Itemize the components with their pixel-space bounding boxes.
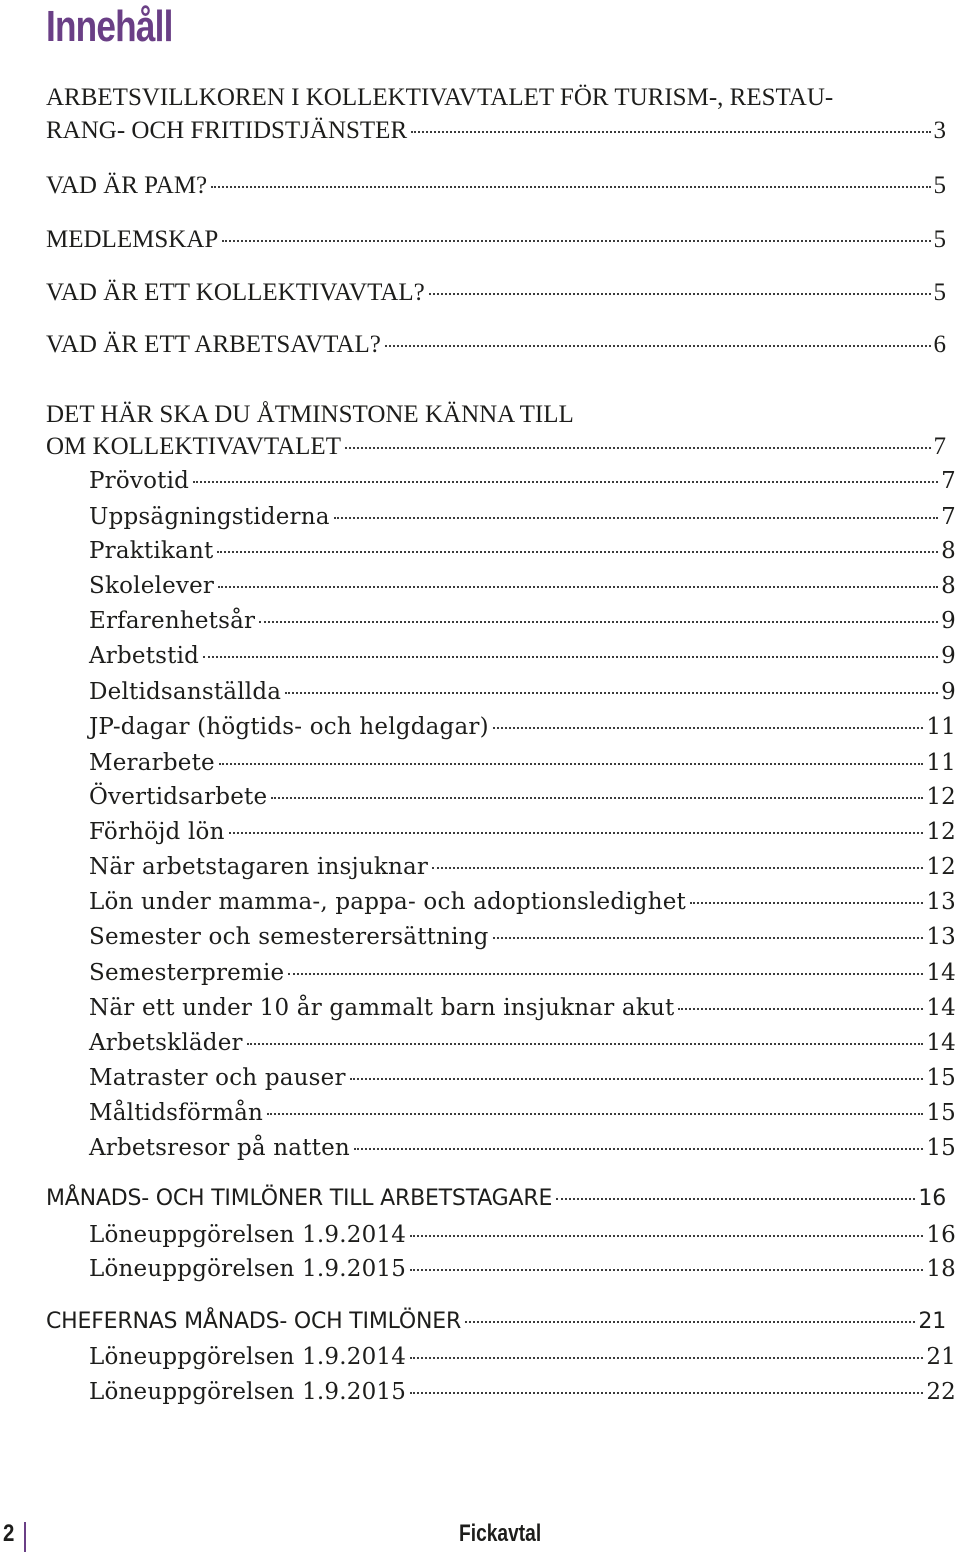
dot-leader <box>285 692 938 694</box>
dot-leader <box>493 937 924 939</box>
toc-entry-page-number: 12 <box>926 784 956 810</box>
toc-entry-page-number: 13 <box>926 889 956 915</box>
toc-entry[interactable] <box>0 1309 960 1345</box>
dot-leader <box>432 867 923 869</box>
toc-entry-label: OM KOLLEKTIVAVTALET <box>46 433 341 460</box>
toc-entry[interactable] <box>0 1379 960 1415</box>
toc-entry[interactable] <box>0 1135 960 1171</box>
toc-entry-label: RANG- OCH FRITIDSTJÄNSTER <box>46 117 408 144</box>
toc-entry-page-number: 12 <box>926 819 956 845</box>
toc-entry-label: När arbetstagaren insjuknar <box>89 854 429 880</box>
toc-entry-label-line: ARBETSVILLKOREN I KOLLEKTIVAVTALET FÖR TURISM-, RESTAU- <box>46 84 834 111</box>
toc-entry-label: Lön under mamma-, pappa- och adoptionsledighet <box>89 889 686 915</box>
dot-leader <box>218 586 938 588</box>
toc-entry-label: Övertidsarbete <box>89 784 268 810</box>
toc-entry-page-number: 14 <box>926 995 956 1021</box>
toc-entry-label: Semester och semesterersättning <box>89 924 489 950</box>
toc-entry-page-number: 5 <box>933 172 946 199</box>
toc-entry-page-number: 5 <box>933 279 946 306</box>
toc-entry[interactable] <box>0 504 960 540</box>
footer-divider <box>24 1522 26 1552</box>
toc-entry[interactable] <box>0 750 960 786</box>
toc-entry-page-number: 16 <box>926 1222 956 1248</box>
toc-entry[interactable] <box>0 889 960 925</box>
dot-leader <box>410 1269 923 1271</box>
toc-entry-label: VAD ÄR ETT KOLLEKTIVAVTAL? <box>46 279 425 306</box>
toc-entry-label: Arbetskläder <box>89 1030 243 1056</box>
toc-entry-page-number: 5 <box>933 226 946 253</box>
toc-entry-page-number: 9 <box>941 679 956 705</box>
toc-entry-label: JP-dagar (högtids- och helgdagar) <box>89 714 489 740</box>
dot-leader <box>222 240 930 242</box>
toc-entry[interactable] <box>0 1222 960 1258</box>
toc-entry-page-number: 6 <box>933 331 946 358</box>
toc-entry[interactable] <box>0 573 960 609</box>
dot-leader <box>354 1148 923 1150</box>
toc-entry-label: När ett under 10 år gammalt barn insjuknar akut <box>89 995 675 1021</box>
toc-entry-label: Merarbete <box>89 750 215 776</box>
dot-leader <box>350 1078 924 1080</box>
toc-entry-page-number: 18 <box>926 1256 956 1282</box>
dot-leader <box>229 832 924 834</box>
toc-entry-label: Arbetstid <box>89 643 200 669</box>
toc-entry[interactable] <box>0 1100 960 1136</box>
toc-entry[interactable] <box>0 1256 960 1292</box>
toc-entry-page-number: 13 <box>926 924 956 950</box>
toc-entry-page-number: 14 <box>926 960 956 986</box>
toc-entry-label: Deltidsanställda <box>89 679 282 705</box>
toc-entry-page-number: 9 <box>941 643 956 669</box>
dot-leader <box>288 973 923 975</box>
dot-leader <box>410 1235 923 1237</box>
dot-leader <box>410 1392 923 1394</box>
toc-entry-page-number: 15 <box>926 1135 956 1161</box>
toc-entry[interactable] <box>0 995 960 1031</box>
dot-leader <box>429 293 931 295</box>
toc-entry-label: Skolelever <box>89 573 215 599</box>
toc-entry-page-number: 3 <box>933 117 946 144</box>
toc-entry-label: Löneuppgörelsen 1.9.2015 <box>89 1256 407 1282</box>
toc-entry-label: Förhöjd lön <box>89 819 225 845</box>
toc-entry-label: Semesterpremie <box>89 960 285 986</box>
toc-entry[interactable] <box>0 172 960 208</box>
toc-entry-page-number: 7 <box>941 468 956 494</box>
toc-entry-page-number: 7 <box>941 504 956 530</box>
toc-entry[interactable] <box>0 1186 960 1222</box>
toc-entry-label: VAD ÄR ETT ARBETSAVTAL? <box>46 331 381 358</box>
toc-entry-page-number: 8 <box>941 573 956 599</box>
toc-entry-page-number: 11 <box>926 714 956 740</box>
footer-title: Fickavtal <box>459 1520 542 1547</box>
toc-entry-page-number: 21 <box>918 1309 946 1334</box>
toc-entry[interactable] <box>0 608 960 644</box>
toc-entry-page-number: 15 <box>926 1100 956 1126</box>
footer-page-number: 2 <box>3 1520 15 1547</box>
dot-leader <box>203 656 938 658</box>
toc-entry-label: Måltidsförmån <box>89 1100 264 1126</box>
toc-entry-label: Erfarenhetsår <box>89 608 256 634</box>
toc-entry-page-number: 8 <box>941 538 956 564</box>
dot-leader <box>385 345 931 347</box>
toc-entry-page-number: 16 <box>918 1186 946 1211</box>
toc-entry[interactable] <box>0 1030 960 1066</box>
toc-entry-page-number: 21 <box>926 1344 956 1370</box>
toc-entry[interactable] <box>0 538 960 574</box>
toc-entry[interactable] <box>0 331 960 367</box>
dot-leader <box>345 447 931 449</box>
toc-entry-label: MÅNADS- OCH TIMLÖNER TILL ARBETSTAGARE <box>46 1186 553 1211</box>
toc-entry[interactable] <box>0 819 960 855</box>
dot-leader <box>247 1043 924 1045</box>
toc-entry-label: Löneuppgörelsen 1.9.2014 <box>89 1344 407 1370</box>
toc-entry-label: VAD ÄR PAM? <box>46 172 208 199</box>
dot-leader <box>259 621 938 623</box>
toc-entry[interactable] <box>0 226 960 262</box>
dot-leader <box>690 902 923 904</box>
toc-entry-page-number: 7 <box>933 433 946 460</box>
dot-leader <box>211 186 930 188</box>
toc-entry-label: Löneuppgörelsen 1.9.2015 <box>89 1379 407 1405</box>
dot-leader <box>334 517 939 519</box>
page-title: Innehåll <box>46 2 173 51</box>
dot-leader <box>678 1008 923 1010</box>
toc-entry-label: Uppsägningstiderna <box>89 504 330 530</box>
dot-leader <box>267 1113 923 1115</box>
toc-entry[interactable] <box>0 84 960 153</box>
dot-leader <box>410 1357 923 1359</box>
toc-entry[interactable] <box>0 468 960 504</box>
toc-entry-page-number: 12 <box>926 854 956 880</box>
toc-entry-page-number: 15 <box>926 1065 956 1091</box>
toc-entry-label: Arbetsresor på natten <box>89 1135 350 1161</box>
toc-entry-label: Prövotid <box>89 468 190 494</box>
toc-entry-label: Matraster och pauser <box>89 1065 346 1091</box>
toc-entry[interactable] <box>0 960 960 996</box>
dot-leader <box>271 797 923 799</box>
toc-entry-label: Löneuppgörelsen 1.9.2014 <box>89 1222 407 1248</box>
toc-entry[interactable] <box>0 784 960 820</box>
dot-leader <box>465 1321 915 1323</box>
toc-entry[interactable] <box>0 279 960 315</box>
toc-entry-page-number: 11 <box>926 750 956 776</box>
toc-entry[interactable] <box>0 924 960 960</box>
toc-entry[interactable] <box>0 1065 960 1101</box>
toc-entry[interactable] <box>0 1344 960 1380</box>
toc-entry-page-number: 22 <box>926 1379 956 1405</box>
toc-entry-label: MEDLEMSKAP <box>46 226 219 253</box>
dot-leader <box>556 1198 915 1200</box>
dot-leader <box>217 551 938 553</box>
toc-entry[interactable] <box>0 854 960 890</box>
dot-leader <box>193 481 938 483</box>
toc-entry[interactable] <box>0 643 960 679</box>
toc-entry[interactable] <box>0 714 960 750</box>
toc-entry-label: CHEFERNAS MÅNADS- OCH TIMLÖNER <box>46 1309 462 1334</box>
toc-entry[interactable] <box>0 679 960 715</box>
toc-entry[interactable] <box>0 401 960 469</box>
dot-leader <box>493 727 924 729</box>
toc-entry-page-number: 14 <box>926 1030 956 1056</box>
toc-entry-label-line: DET HÄR SKA DU ÅTMINSTONE KÄNNA TILL <box>46 401 574 428</box>
dot-leader <box>411 131 930 133</box>
toc-entry-label: Praktikant <box>89 538 214 564</box>
dot-leader <box>219 763 923 765</box>
toc-entry-page-number: 9 <box>941 608 956 634</box>
